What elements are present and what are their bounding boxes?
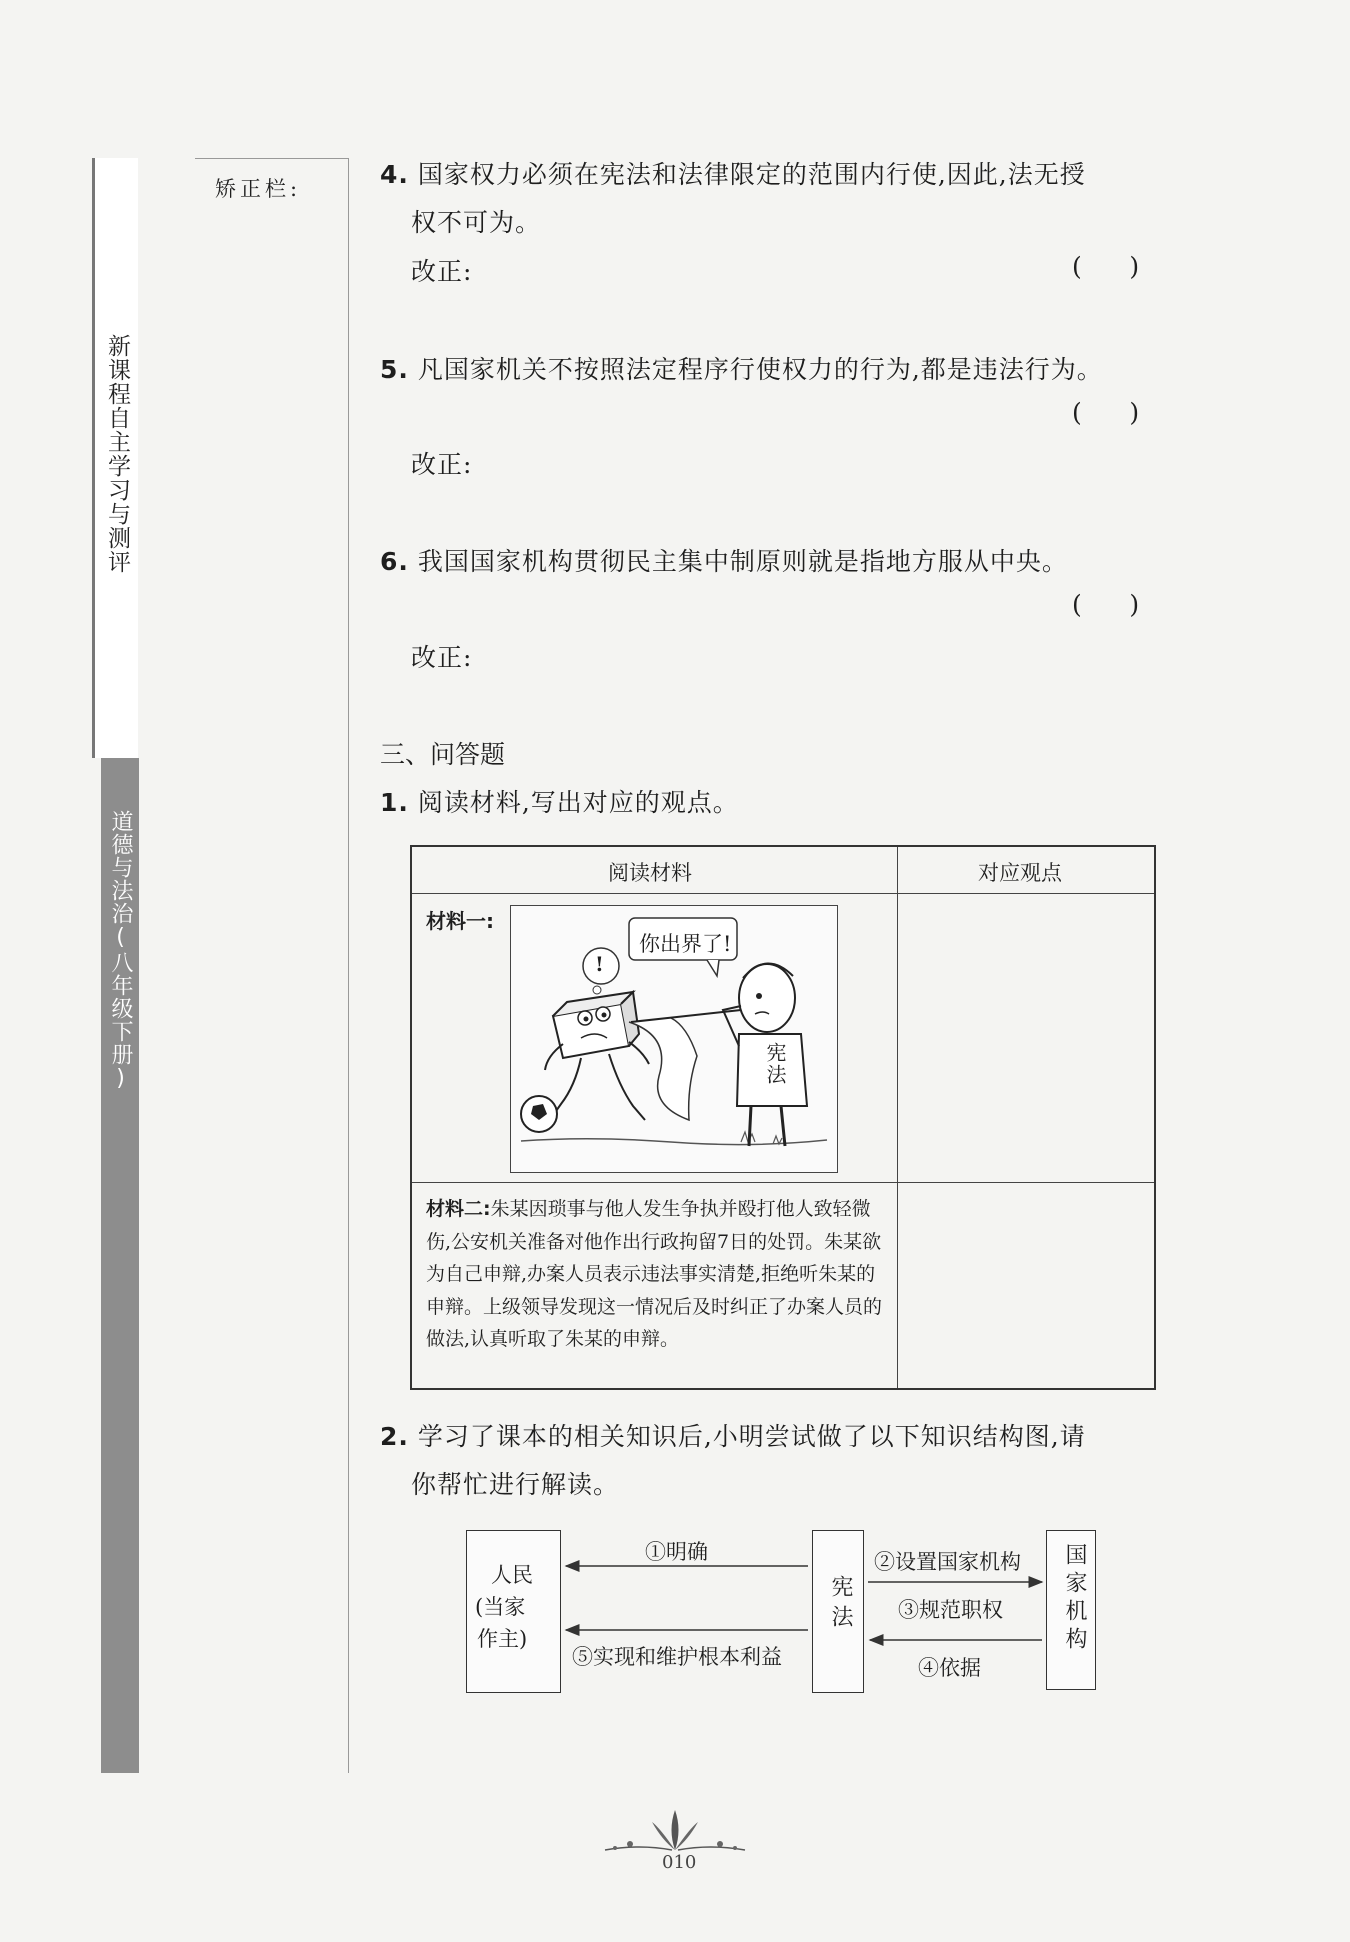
q6-answer-paren[interactable]: ( ) [1072,590,1140,619]
s3-q2-line2: 你帮忙进行解读。 [411,1470,620,1499]
people-line3: 作主) [477,1627,528,1651]
s3-q2-number: 2. [380,1422,409,1451]
q5-answer-paren[interactable]: ( ) [1072,398,1140,427]
arrow-2-label: ②设置国家机构 [874,1550,1021,1574]
cartoon-shirt-text: 宪法 [763,1042,787,1086]
q5-number: 5. [380,355,409,384]
q5-correction: 改正: [411,450,473,479]
arrow-1-label: ①明确 [645,1540,708,1564]
book-title: 新课程自主学习与测评 [104,334,130,574]
q6-correction: 改正: [411,643,473,672]
arrow-5-label: ⑤实现和维护根本利益 [572,1645,782,1669]
q4-line2: 权不可为。 [411,208,542,237]
cartoon-exclaim-text: ! [595,952,604,976]
constitution-label: 宪法 [828,1575,853,1635]
state-organs-label: 国家机构 [1062,1543,1087,1655]
footer-ornament-icon [600,1800,750,1860]
cartoon-speech-text: 你出界了! [639,932,732,956]
page-number: 010 [662,1852,697,1873]
subject-title: 道德与法治(八年级下册) [108,810,133,1092]
material2-text: 朱某因琐事与他人发生争执并殴打他人致轻微伤,公安机关准备对他作出行政拘留7日的处罚。朱某欲为自己申辩,办案人员表示违法事实清楚,拒绝听朱某的申辩。上级领导发现这一情况后及时纠正了办案人员的做法,认真听取了朱某的申辩。 [426,1198,883,1350]
material1-label: 材料一: [426,909,494,933]
material2-label: 材料二: [426,1198,491,1220]
s3-q1-text: 阅读材料,写出对应的观点。 [417,788,739,817]
section-title: 三、问答题 [380,740,506,769]
q4-correction: 改正: [411,257,473,286]
s3-q2-text: 学习了课本的相关知识后,小明尝试做了以下知识结构图,请 [417,1422,1086,1451]
people-line1: 人民 [491,1563,533,1587]
q6-number: 6. [380,547,409,576]
q5-text: 凡国家机关不按照法定程序行使权力的行为,都是违法行为。 [417,355,1103,384]
correction-label: 矫正栏: [215,177,302,201]
q4-text: 国家权力必须在宪法和法律限定的范围内行使,因此,法无授 [417,160,1086,189]
arrow-3-label: ③规范职权 [898,1598,1003,1622]
table-header-viewpoint: 对应观点 [978,861,1062,885]
table-header-material: 阅读材料 [608,861,692,885]
q4-answer-paren[interactable]: ( ) [1072,252,1140,281]
s3-q1-number: 1. [380,788,409,817]
people-line2: (当家 [475,1595,526,1619]
q4-number: 4. [380,160,409,189]
arrow-4-label: ④依据 [918,1656,981,1680]
q6-text: 我国国家机构贯彻民主集中制原则就是指地方服从中央。 [417,547,1068,576]
